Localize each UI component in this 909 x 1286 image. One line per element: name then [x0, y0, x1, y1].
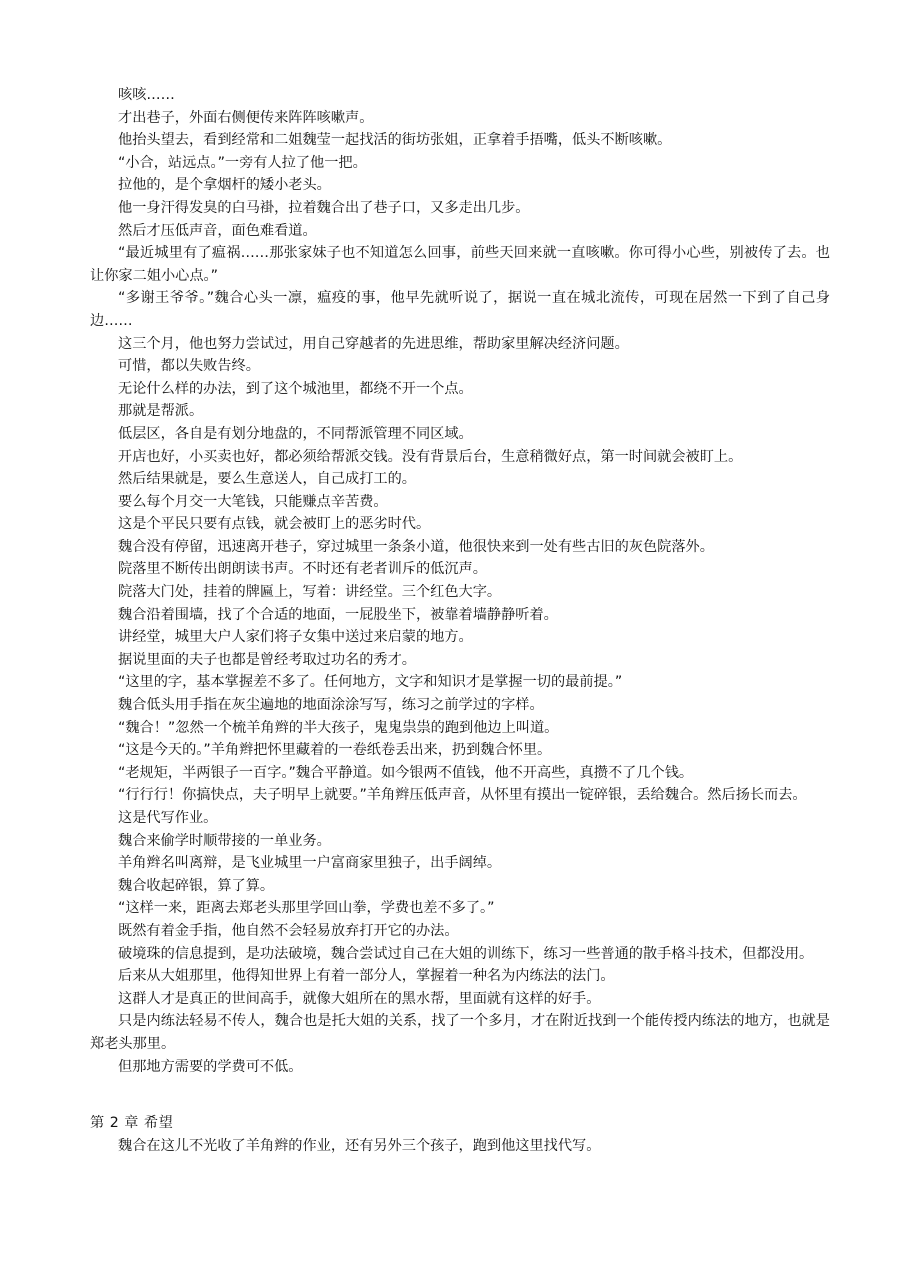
chapter-body: [90, 1135, 830, 1158]
paragraph: 但那地方需要的学费可不低。: [118, 1058, 303, 1075]
paragraph: 破境珠的信息提到，是功法破境，魏合尝试过自己在大姐的训练下，练习一些普通的散手格斗技术，但都没用。: [118, 945, 814, 962]
paragraph: 然后结果就是，要么生意送人，自己成打工的。: [118, 471, 416, 488]
paragraph: 这群人才是真正的世间高手，就像大姐所在的黑水帮，里面就有这样的好手。: [118, 990, 601, 1007]
paragraph: 羊角辫名叫离辩，是飞业城里一户富商家里独子，出手阔绰。: [118, 855, 502, 872]
paragraph: 院落大门处，挂着的牌匾上，写着：讲经堂。三个红色大字。: [118, 584, 502, 601]
body-text: [90, 84, 830, 1078]
paragraph: 只是内练法轻易不传人，魏合也是托大姐的关系，找了一个多月，才在附近找到一个能传授内练法的地方，也就是郑老头那里。: [90, 1013, 830, 1052]
paragraph: “多谢王爷爷。”魏合心头一凛，瘟疫的事，他早先就听说了，据说一直在城北流传，可现在居然一下到了自己身边……: [90, 290, 830, 329]
paragraph: 那就是帮派。: [118, 403, 204, 420]
paragraph: 可惜，都以失败告终。: [118, 358, 260, 375]
paragraph: 魏合没有停留，迅速离开巷子，穿过城里一条条小道，他很快来到一处有些古旧的灰色院落外。: [118, 538, 714, 555]
paragraph: “老规矩，半两银子一百字。”魏合平静道。如今银两不值钱，他不开高些，真攒不了几个钱。: [118, 764, 694, 781]
paragraph: 无论什么样的办法，到了这个城池里，都绕不开一个点。: [118, 380, 473, 397]
paragraph: 讲经堂，城里大户人家们将子女集中送过来启蒙的地方。: [118, 629, 473, 646]
paragraph: 魏合收起碎银，算了算。: [118, 877, 275, 894]
paragraph: 既然有着金手指，他自然不会轻易放弃打开它的办法。: [118, 922, 459, 939]
document-page: [90, 84, 830, 1157]
paragraph: “这样一来，距离去郑老头那里学回山拳，学费也差不多了。”: [118, 900, 495, 917]
chapter-heading: 第 2 章 希望: [90, 1115, 174, 1132]
paragraph: 这是代写作业。: [118, 810, 218, 826]
paragraph: 魏合来偷学时顺带接的一单业务。: [118, 832, 331, 849]
paragraph: 开店也好，小买卖也好，都必须给帮派交钱。没有背景后台，生意稍微好点，第一时间就会被盯上。: [118, 448, 743, 465]
paragraph: 这是个平民只要有点钱，就会被盯上的恶劣时代。: [118, 516, 431, 533]
paragraph: 他一身汗得发臭的白马褂，拉着魏合出了巷子口，又多走出几步。: [118, 199, 530, 216]
paragraph: “最近城里有了瘟祸……那张家妹子也不知道怎么回事，前些天回来就一直咳嗽。你可得小心些，别被传了去。也让你家二姐小心点。”: [90, 245, 830, 284]
paragraph: 然后才压低声音，面色难看道。: [118, 222, 317, 239]
paragraph: 咳咳……: [118, 87, 175, 103]
paragraph: 才出巷子，外面右侧便传来阵阵咳嗽声。: [118, 109, 374, 126]
paragraph: 魏合沿着围墙，找了个合适的地面，一屁股坐下，被靠着墙静静听着。: [118, 606, 558, 623]
paragraph: 魏合在这儿不光收了羊角辫的作业，还有另外三个孩子，跑到他这里找代写。: [118, 1137, 601, 1154]
paragraph: 后来从大姐那里，他得知世界上有着一部分人，掌握着一种名为内练法的法门。: [118, 968, 615, 985]
paragraph: 他抬头望去，看到经常和二姐魏莹一起找活的街坊张姐，正拿着手捂嘴，低头不断咳嗽。: [118, 132, 672, 149]
paragraph: “这里的字，基本掌握差不多了。任何地方，文字和知识才是掌握一切的最前提。”: [118, 674, 623, 691]
paragraph: 院落里不断传出朗朗读书声。不时还有老者训斥的低沉声。: [118, 561, 487, 578]
paragraph: 魏合低头用手指在灰尘遍地的地面涂涂写写，练习之前学过的字样。: [118, 697, 544, 714]
paragraph: 要么每个月交一大笔钱，只能赚点辛苦费。: [118, 493, 388, 510]
paragraph: “行行行！你搞快点，夫子明早上就要。”羊角辫压低声音，从怀里有摸出一锭碎银，丢给魏合。然后扬长而去。: [118, 787, 807, 804]
paragraph: 拉他的，是个拿烟杆的矮小老头。: [118, 177, 331, 194]
paragraph: 据说里面的夫子也都是曾经考取过功名的秀才。: [118, 651, 416, 668]
paragraph: 这三个月，他也努力尝试过，用自己穿越者的先进思维，帮助家里解决经济问题。: [118, 335, 629, 352]
paragraph: “小合，站远点。”一旁有人拉了他一把。: [118, 154, 367, 171]
paragraph: “魏合！”忽然一个梳羊角辫的半大孩子，鬼鬼祟祟的跑到他边上叫道。: [118, 719, 559, 736]
paragraph: 低层区，各自是有划分地盘的，不同帮派管理不同区域。: [118, 425, 473, 442]
paragraph: “这是今天的。”羊角辫把怀里藏着的一卷纸卷丢出来，扔到魏合怀里。: [118, 742, 552, 759]
